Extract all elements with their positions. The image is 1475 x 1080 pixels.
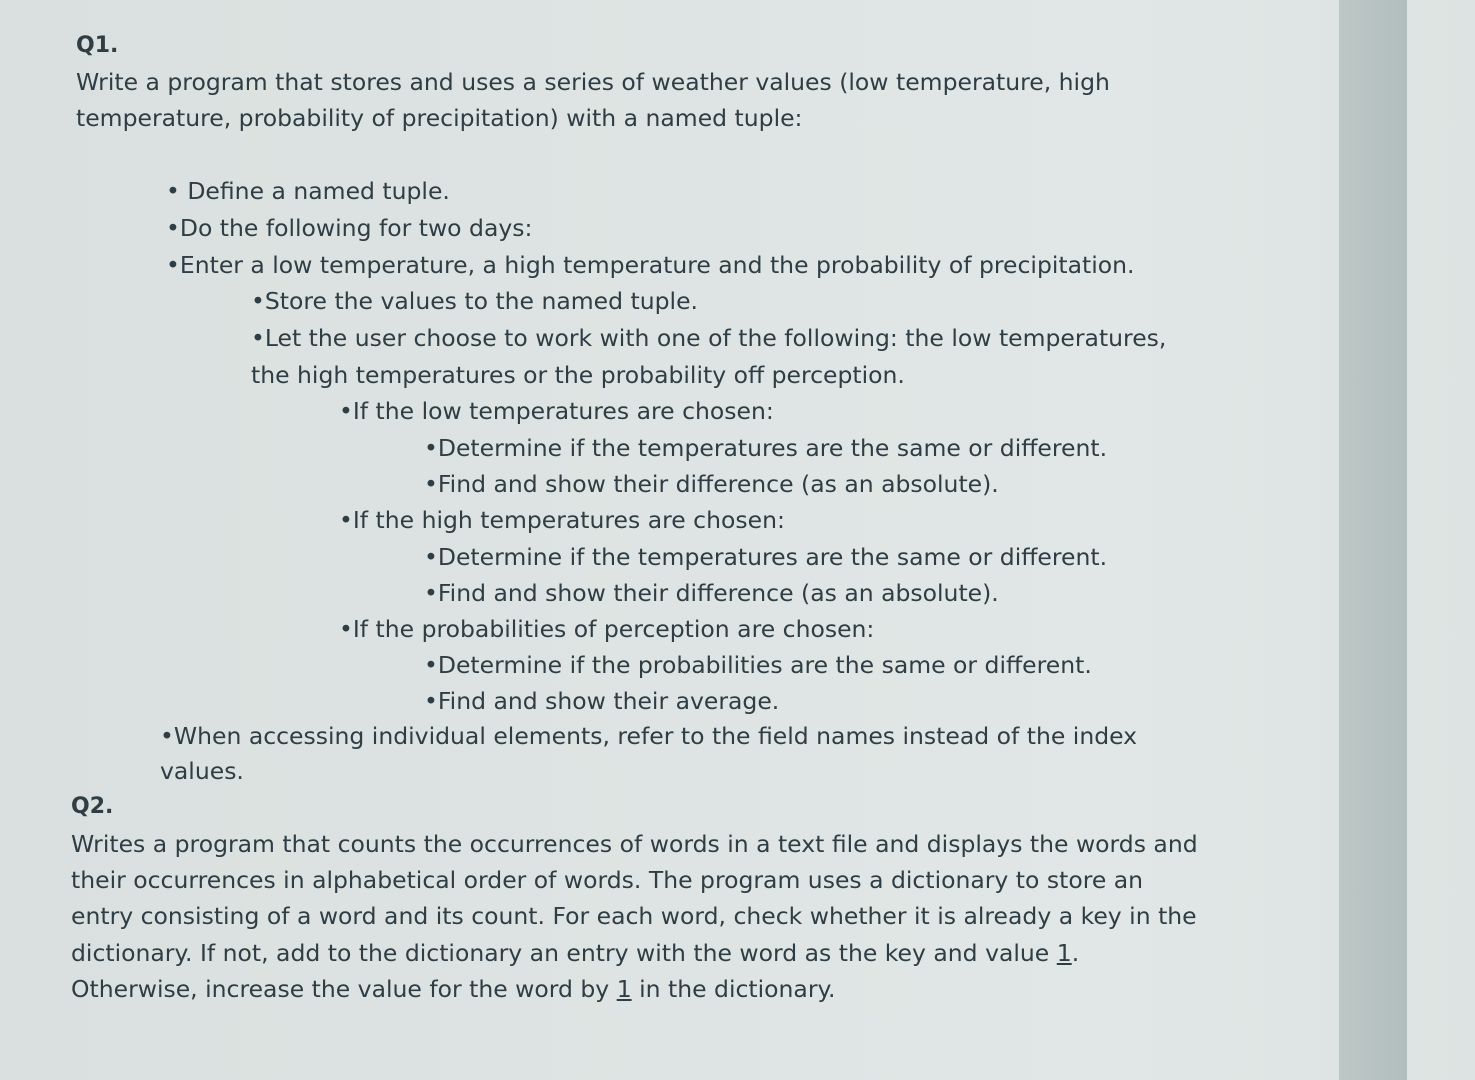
q1-bullet-high-difference: •Find and show their difference (as an absolute).: [424, 579, 999, 607]
q2-line-4-text: dictionary. If not, add to the dictionary an entry with the word as the key and value: [71, 939, 1057, 967]
q1-bullet-low-difference: •Find and show their difference (as an absolute).: [424, 470, 999, 498]
q1-bullet-define-tuple: • Define a named tuple.: [166, 177, 450, 205]
q2-line-5-text: Otherwise, increase the value for the word by: [71, 975, 617, 1003]
q2-heading: Q2.: [71, 794, 114, 819]
q2-line-2: their occurrences in alphabetical order of words. The program uses a dictionary to store an: [71, 866, 1144, 894]
q2-line-5-end: in the dictionary.: [631, 975, 836, 1003]
q1-bullet-high-same-different: •Determine if the temperatures are the same or different.: [424, 543, 1108, 571]
q2-line-5: [71, 971, 836, 1007]
q1-bullet-prob-average: •Find and show their average.: [424, 687, 780, 715]
q1-intro-line-2: temperature, probability of precipitation) with a named tuple:: [76, 104, 803, 132]
page-edge-shadow: [1339, 0, 1407, 1080]
q1-bullet-high-temps: •If the high temperatures are chosen:: [339, 506, 785, 534]
q1-bullet-two-days: •Do the following for two days:: [166, 214, 533, 242]
q2-line-1: Writes a program that counts the occurrences of words in a text file and displays the words and: [71, 830, 1198, 858]
q2-increment-one-underlined: 1: [616, 975, 632, 1003]
q2-value-one-underlined: 1: [1056, 939, 1072, 967]
q1-intro-line-1: Write a program that stores and uses a series of weather values (low temperature, high: [76, 68, 1110, 96]
q1-bullet-probabilities: •If the probabilities of perception are chosen:: [339, 615, 875, 643]
q1-bullet-enter-values: •Enter a low temperature, a high temperature and the probability of precipitation.: [166, 251, 1135, 279]
q1-bullet-field-names-line-2: values.: [160, 757, 244, 785]
q1-heading: Q1.: [76, 33, 119, 58]
q2-line-3: entry consisting of a word and its count. For each word, check whether it is already a key in the: [71, 902, 1197, 930]
q1-bullet-prob-same-different: •Determine if the probabilities are the same or different.: [424, 651, 1092, 679]
q1-bullet-low-temps: •If the low temperatures are chosen:: [339, 397, 774, 425]
q2-line-4-period: .: [1071, 939, 1080, 967]
q1-bullet-user-choice-line-1: •Let the user choose to work with one of the following: the low temperatures,: [251, 324, 1167, 352]
q1-bullet-low-same-different: •Determine if the temperatures are the same or different.: [424, 434, 1108, 462]
q2-line-4: [71, 935, 1079, 971]
q1-bullet-field-names-line-1: •When accessing individual elements, refer to the field names instead of the index: [160, 722, 1138, 750]
q1-bullet-store-values: •Store the values to the named tuple.: [251, 287, 698, 315]
q1-bullet-user-choice-line-2: the high temperatures or the probability off perception.: [251, 361, 905, 389]
